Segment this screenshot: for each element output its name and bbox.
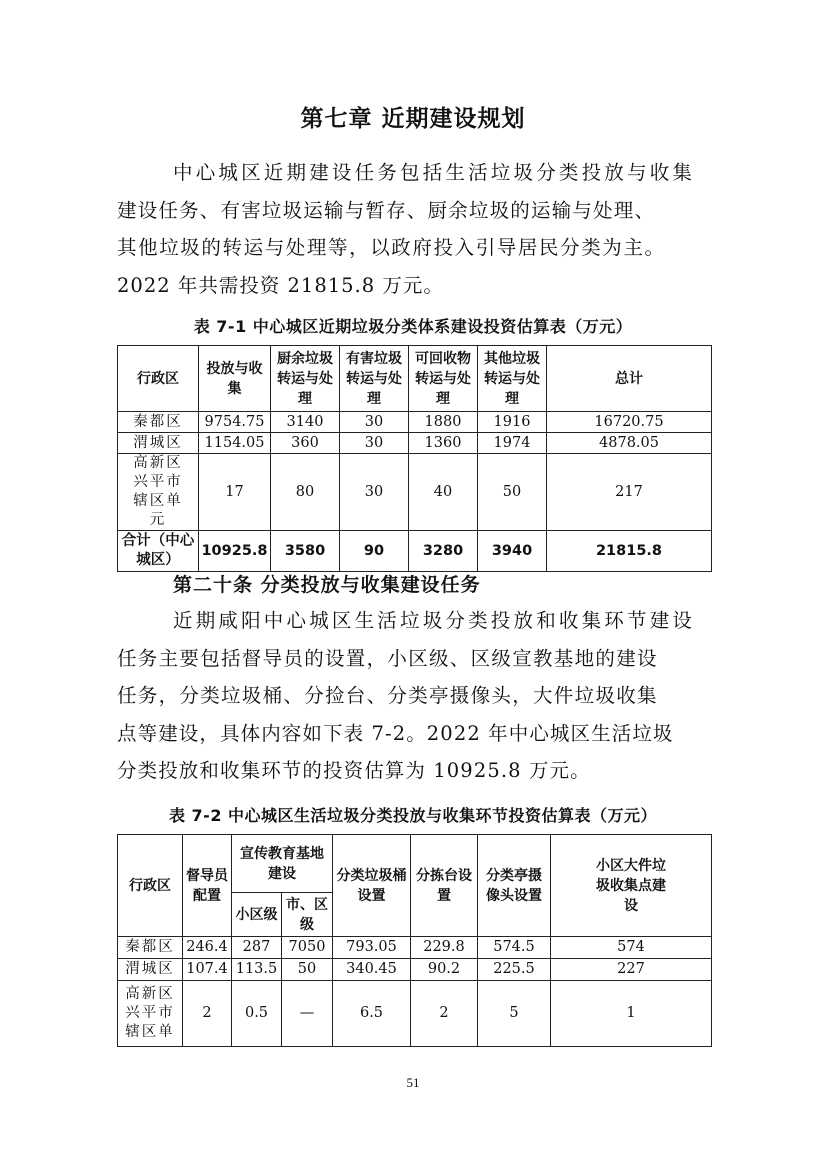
table1-header-collection: 投放与收集 xyxy=(199,346,271,412)
value-cell: 227 xyxy=(551,959,712,981)
table2-header-bulky-point: 小区大件垃圾收集点建设 xyxy=(551,835,712,937)
value-cell: 1154.05 xyxy=(199,433,271,454)
region-cell: 秦都区 xyxy=(118,412,199,433)
section-line-5: 分类投放和收集环节的投资估算为 10925.8 万元。 xyxy=(117,759,591,782)
value-cell: 1916 xyxy=(478,412,547,433)
total-value-cell: 3580 xyxy=(271,531,340,572)
intro-paragraph xyxy=(117,154,712,304)
table2-header-sorting-table: 分拣台设置 xyxy=(411,835,478,937)
value-cell: 30 xyxy=(340,412,409,433)
region-cell: 秦都区 xyxy=(118,937,183,959)
table1-header-region: 行政区 xyxy=(118,346,199,412)
table2-header-community-level: 小区级 xyxy=(232,893,282,937)
value-cell: 6.5 xyxy=(333,981,411,1047)
intro-line-4: 2022 年共需投资 21815.8 万元。 xyxy=(117,273,444,297)
region-cell: 渭城区 xyxy=(118,433,199,454)
value-cell: 2 xyxy=(411,981,478,1047)
value-cell: 113.5 xyxy=(232,959,282,981)
value-cell: 5 xyxy=(478,981,551,1047)
total-value-cell: 10925.8 xyxy=(199,531,271,572)
value-cell: 30 xyxy=(340,433,409,454)
table-total-row xyxy=(118,531,712,572)
table2-header-region: 行政区 xyxy=(118,835,183,937)
table1-caption: 表 7-1 中心城区近期垃圾分类体系建设投资估算表（万元） xyxy=(193,317,633,336)
table2-header-city-district-level: 市、区级 xyxy=(282,893,333,937)
table2-header-bins: 分类垃圾桶设置 xyxy=(333,835,411,937)
section-line-1 xyxy=(117,602,712,640)
table2-header-education-base: 宣传教育基地建设 xyxy=(232,835,333,893)
value-cell: 9754.75 xyxy=(199,412,271,433)
value-cell: 50 xyxy=(282,959,333,981)
value-cell: 574 xyxy=(551,937,712,959)
value-cell: 574.5 xyxy=(478,937,551,959)
table-row xyxy=(118,412,712,433)
value-cell: 287 xyxy=(232,937,282,959)
value-cell: 793.05 xyxy=(333,937,411,959)
value-cell: 0.5 xyxy=(232,981,282,1047)
table2-header-row xyxy=(118,835,712,893)
value-cell: 50 xyxy=(478,454,547,531)
value-cell: 1880 xyxy=(409,412,478,433)
table2-header-kiosk-camera: 分类亭摄像头设置 xyxy=(478,835,551,937)
value-cell: 2 xyxy=(183,981,232,1047)
value-cell: 4878.05 xyxy=(547,433,712,454)
table1-header-total: 总计 xyxy=(547,346,712,412)
table-row xyxy=(118,981,712,1047)
page-number: 51 xyxy=(406,1075,420,1090)
total-value-cell: 3280 xyxy=(409,531,478,572)
value-cell: 229.8 xyxy=(411,937,478,959)
value-cell: 17 xyxy=(199,454,271,531)
table-collection-investment xyxy=(117,834,712,1047)
table1-header-hazardous: 有害垃圾转运与处理 xyxy=(340,346,409,412)
value-cell: 340.45 xyxy=(333,959,411,981)
table-row xyxy=(118,454,712,531)
total-value-cell: 3940 xyxy=(478,531,547,572)
value-cell: 40 xyxy=(409,454,478,531)
region-cell: 渭城区 xyxy=(118,959,183,981)
value-cell: 1 xyxy=(551,981,712,1047)
intro-line-1-text: 中心城区近期建设任务包括生活垃圾分类投放与收集 xyxy=(173,161,696,184)
section-line-4: 点等建设，具体内容如下表 7-2。2022 年中心城区生活垃圾 xyxy=(117,721,674,745)
value-cell: 90.2 xyxy=(411,959,478,981)
table2-caption: 表 7-2 中心城区生活垃圾分类投放与收集环节投资估算表（万元） xyxy=(168,806,658,825)
intro-line-2: 建设任务、有害垃圾运输与暂存、厨余垃圾的运输与处理、 xyxy=(117,198,656,222)
section-line-1-text: 近期咸阳中心城区生活垃圾分类投放和收集环节建设 xyxy=(173,609,696,632)
value-cell: 1974 xyxy=(478,433,547,454)
table-row xyxy=(118,959,712,981)
value-cell: 80 xyxy=(271,454,340,531)
table-row xyxy=(118,433,712,454)
table-row xyxy=(118,937,712,959)
section-paragraph xyxy=(117,602,712,790)
value-cell: 360 xyxy=(271,433,340,454)
section-line-2: 任务主要包括督导员的设置，小区级、区级宣教基地的建设 xyxy=(117,646,658,670)
value-cell: — xyxy=(282,981,333,1047)
region-cell: 高新区兴平市辖区单元 xyxy=(118,454,199,531)
value-cell: 107.4 xyxy=(183,959,232,981)
table1-header-recyclable: 可回收物转运与处理 xyxy=(409,346,478,412)
section-title: 第二十条 分类投放与收集建设任务 xyxy=(173,574,481,596)
value-cell: 3140 xyxy=(271,412,340,433)
table1-header-row xyxy=(118,346,712,412)
value-cell: 16720.75 xyxy=(547,412,712,433)
total-label-cell: 合计（中心城区） xyxy=(118,531,199,572)
value-cell: 30 xyxy=(340,454,409,531)
value-cell: 225.5 xyxy=(478,959,551,981)
intro-line-1 xyxy=(117,154,712,192)
region-cell: 高新区兴平市辖区单 xyxy=(118,981,183,1047)
table-investment-estimate xyxy=(117,345,712,572)
value-cell: 7050 xyxy=(282,937,333,959)
value-cell: 1360 xyxy=(409,433,478,454)
table1-header-kitchen: 厨余垃圾转运与处理 xyxy=(271,346,340,412)
intro-line-3: 其他垃圾的转运与处理等，以政府投入引导居民分类为主。 xyxy=(117,236,666,259)
table2-header-supervisor: 督导员配置 xyxy=(183,835,232,937)
value-cell: 246.4 xyxy=(183,937,232,959)
total-value-cell: 21815.8 xyxy=(547,531,712,572)
value-cell: 217 xyxy=(547,454,712,531)
table1-header-other: 其他垃圾转运与处理 xyxy=(478,346,547,412)
chapter-title: 第七章 近期建设规划 xyxy=(300,106,526,132)
total-value-cell: 90 xyxy=(340,531,409,572)
section-line-3: 任务，分类垃圾桶、分捡台、分类亭摄像头，大件垃圾收集 xyxy=(117,684,658,707)
